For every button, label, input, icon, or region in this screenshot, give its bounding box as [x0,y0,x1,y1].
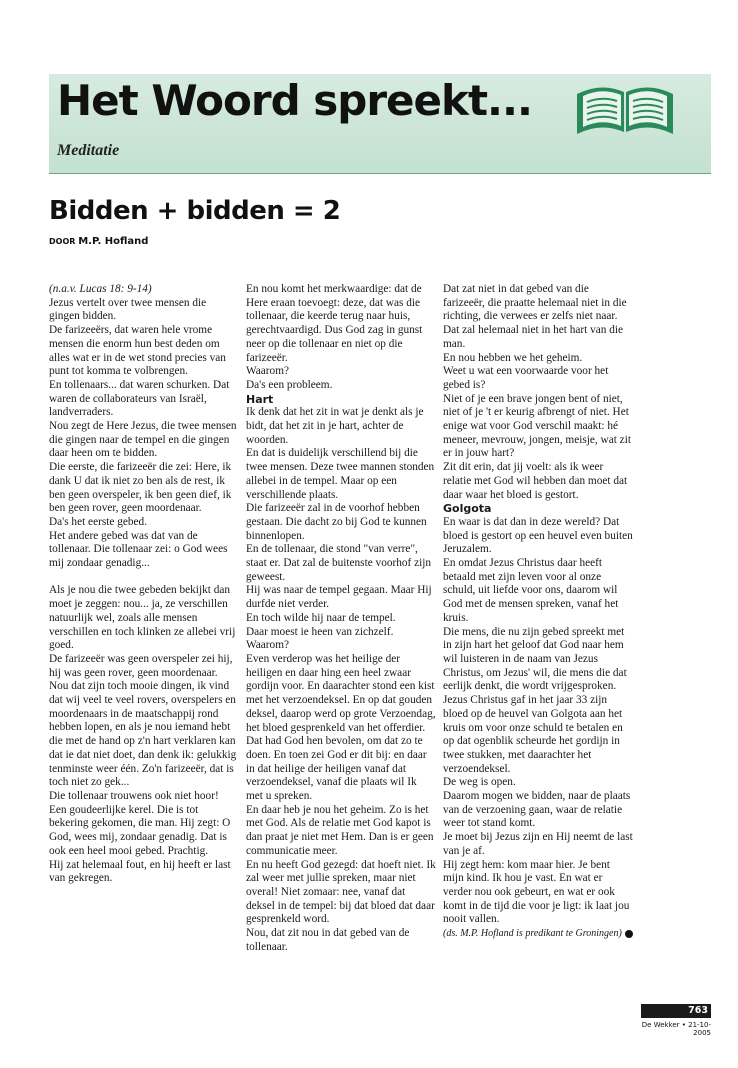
column-1 [49,283,239,886]
paragraph: De farizeeër was geen overspeler zei hij, hij was geen rover, geen moordenaar. [49,652,233,679]
end-mark-icon [625,930,633,938]
article-title: Bidden + bidden = 2 [49,196,341,226]
header-banner [49,74,711,173]
author-note: (ds. M.P. Hofland is predikant te Groningen) [443,927,633,941]
paragraph: De weg is open. [443,776,516,789]
paragraph: En nu heeft God gezegd: dat hoeft niet. Ik zal weer met jullie spreken, maar niet overal! Niet zomaar: nee, vanaf dat deksel in de tempel: bij dat bloed dat daar gesprenkeld word. [246,858,436,926]
paragraph: Jezus Christus gaf in het jaar 33 zijn bloed op de heuvel van Golgota aan het kruis om voor onze schuld te betalen en op dat ogenblik scheurde het gordijn in twee stukken, met daarachter het verzoendeksel. [443,694,623,775]
byline [49,236,148,247]
paragraph: Hij was naar de tempel gegaan. Maar Hij durfde niet verder. [246,584,432,611]
author-name: M.P. Hofland [78,236,149,247]
paragraph: Hij zegt hem: kom maar hier. Je bent mijn kind. Ik hou je vast. En wat er verder nou ook gebeurt, en wat er ook komt in de tijd die voor je ligt: ik laat jou nooit vallen. [443,858,630,926]
paragraph: Da's het eerste gebed. [49,515,148,528]
paragraph: En toch wilde hij naar de tempel. [246,611,396,624]
page-number: 763 [641,1004,711,1018]
paragraph: Je moet bij Jezus zijn en Hij neemt de last van je af. [443,831,633,857]
paragraph: En dat is duidelijk verschillend bij die twee mensen. Deze twee mannen stonden allebei in de tempel. Maar op een verschillende plaats. [246,447,435,501]
paragraph: Dat zat niet in dat gebed van die farizeeër, die praatte helemaal niet in die richting, die verwees er zelfs niet naar. Dat zal helemaal niet in het hart van die man. [443,283,627,350]
issue-line: De Wekker • 21-10-2005 [641,1021,711,1037]
paragraph: Die tollenaar trouwens ook niet hoor! Een goudeerlijke kerel. Die is tot bekering gekomen, die man. Hij zegt: O God, wees mij, zondaar genadig. Dat is ook een heel mooi gebed. Prachtig. [49,790,231,857]
paragraph: Die farizeeër zal in de voorhof hebben gestaan. Die dacht zo bij God te kunnen binnenlopen. [246,502,427,542]
paragraph: Die eerste, die farizeeër die zei: Here, ik dank U dat ik niet zo ben als de rest, ik ben geen overspeler, ik ben geen dief, ik ben geen rover, geen moordenaar. [49,461,232,515]
paragraph: Ik denk dat het zit in wat je denkt als je bidt, dat het zit in je hart, achter de woorden. [246,406,424,446]
paragraph: Waarom? [246,639,289,652]
paragraph: En daar heb je nou het geheim. Zo is het met God. Als de relatie met God kapot is dan praat je niet met Hem. Dan is er geen communicatie meer. [246,803,434,857]
paragraph: Daarom mogen we bidden, naar de plaats van de verzoening gaan, waar de relatie weer tot stand komt. [443,790,631,830]
paragraph: En de tollenaar, die stond "van verre", staat er. Dat zal de buitenste voorhof zijn geweest. [246,543,432,583]
paragraph: Nou dat zijn toch mooie dingen, ik vind dat wij veel te veel rovers, overspelers en moordenaars in de maatschappij rond hebben lopen, en als je nou iemand hebt die met de hand op z'n hart verklaren kan dat ie dat niet doet, dan denk ik: gelukkig tenminste weer één. Zo'n farizeeër, dat is toch niet zo gek... [49,680,237,789]
section-title: Het Woord spreekt... [57,76,532,125]
section-subtitle: Meditatie [57,142,120,159]
open-book-icon [575,80,675,138]
paragraph: Da's een probleem. [246,378,333,391]
paragraph: De farizeeërs, dat waren hele vrome mensen die enorm hun best deden om alles wat er in de wet stond precies van punt tot komma te volbrengen. [49,324,226,378]
paragraph: Die mens, die nu zijn gebed spreekt met in zijn hart het geloof dat God naar hem wil luisteren in de naam van Jezus Christus, om Jezus' wil, die mens die dat eerlijk denkt, die wordt vrijgesproken. [443,625,627,693]
paragraph: En omdat Jezus Christus daar heeft betaald met zijn leven voor al onze schuld, uit liefde voor ons, daarom wil God met de mensen spreken, vanaf het kruis. [443,557,619,624]
paragraph: Daar moest ie heen van zichzelf. [246,625,394,638]
paragraph: Weet u wat een voorwaarde voor het gebed is? [443,365,609,391]
paragraph: Als je nou die twee gebeden bekijkt dan moet je zeggen: nou... ja, ze verschillen natuurlijk wel, zoals alle mensen verschillen en toch klinken ze allebei vrij goed. [49,584,236,652]
section-heading: Golgota [443,502,492,516]
paragraph: Het andere gebed was dat van de tollenaar. Die tollenaar zei: o God wees mij zondaar genadig... [49,529,228,570]
paragraph: En tollenaars... dat waren schurken. Dat waren de collaborateurs van Israël, landverraders. [49,378,230,419]
paragraph: Niet of je een brave jongen bent of niet, niet of je 't er keurig afbrengt of niet. Het enige wat voor God verschil maakt: hé meneer, mevrouw, jongen, meisje, wat zit er in jouw hart? [443,392,631,460]
paragraph: En nou hebben we het geheim. [443,351,583,364]
paragraph: Nou, dat zit nou in dat gebed van de tollenaar. [246,927,410,953]
byline-prefix: DOOR [49,237,76,246]
paragraph: Jezus vertelt over twee mensen die gingen bidden. [49,296,207,323]
column-3 [443,283,633,941]
paragraph: En nou komt het merkwaardige: dat de Here eraan toevoegt: deze, dat was die tollenaar, die keerde terug naar huis, gerechtvaardigd. Dus God zag in gunst neer op die tollenaar en niet op die farizeeër. [246,283,423,364]
paragraph: Waarom? [246,365,289,378]
column-2 [246,283,436,954]
paragraph: Nou zegt de Here Jezus, die twee mensen die gingen naar de tempel en die gingen daar heen om te bidden. [49,420,237,460]
section-heading: Hart [246,392,274,406]
scripture-reference: (n.a.v. Lucas 18: 9-14) [49,283,152,295]
banner-rule [49,173,711,174]
paragraph: Zit dit erin, dat jij voelt: als ik weer relatie met God wil hebben dan moet dat daar waar het bloed is gestort. [443,461,628,501]
paragraph: Even verderop was het heilige der heiligen en daar hing een heel zwaar gordijn voor. En daarachter stond een kist met het verzoendeksel. En op dat gouden deksel, daarop werd op grote Verzoendag, het bloed gesprenkeld van het offerdier. Dat had God hen bevolen, om dat zo te doen. En toen zei God er dit bij: en daar in dat heilige der heiligen vanaf dat verzoendeksel, vanaf die plaats wil Ik met u spreken. [246,652,436,803]
paragraph: En waar is dat dan in deze wereld? Dat bloed is gestort op een heuvel even buiten Jeruzalem. [443,515,633,556]
paragraph: Hij zat helemaal fout, en hij heeft er last van gekregen. [49,858,231,885]
